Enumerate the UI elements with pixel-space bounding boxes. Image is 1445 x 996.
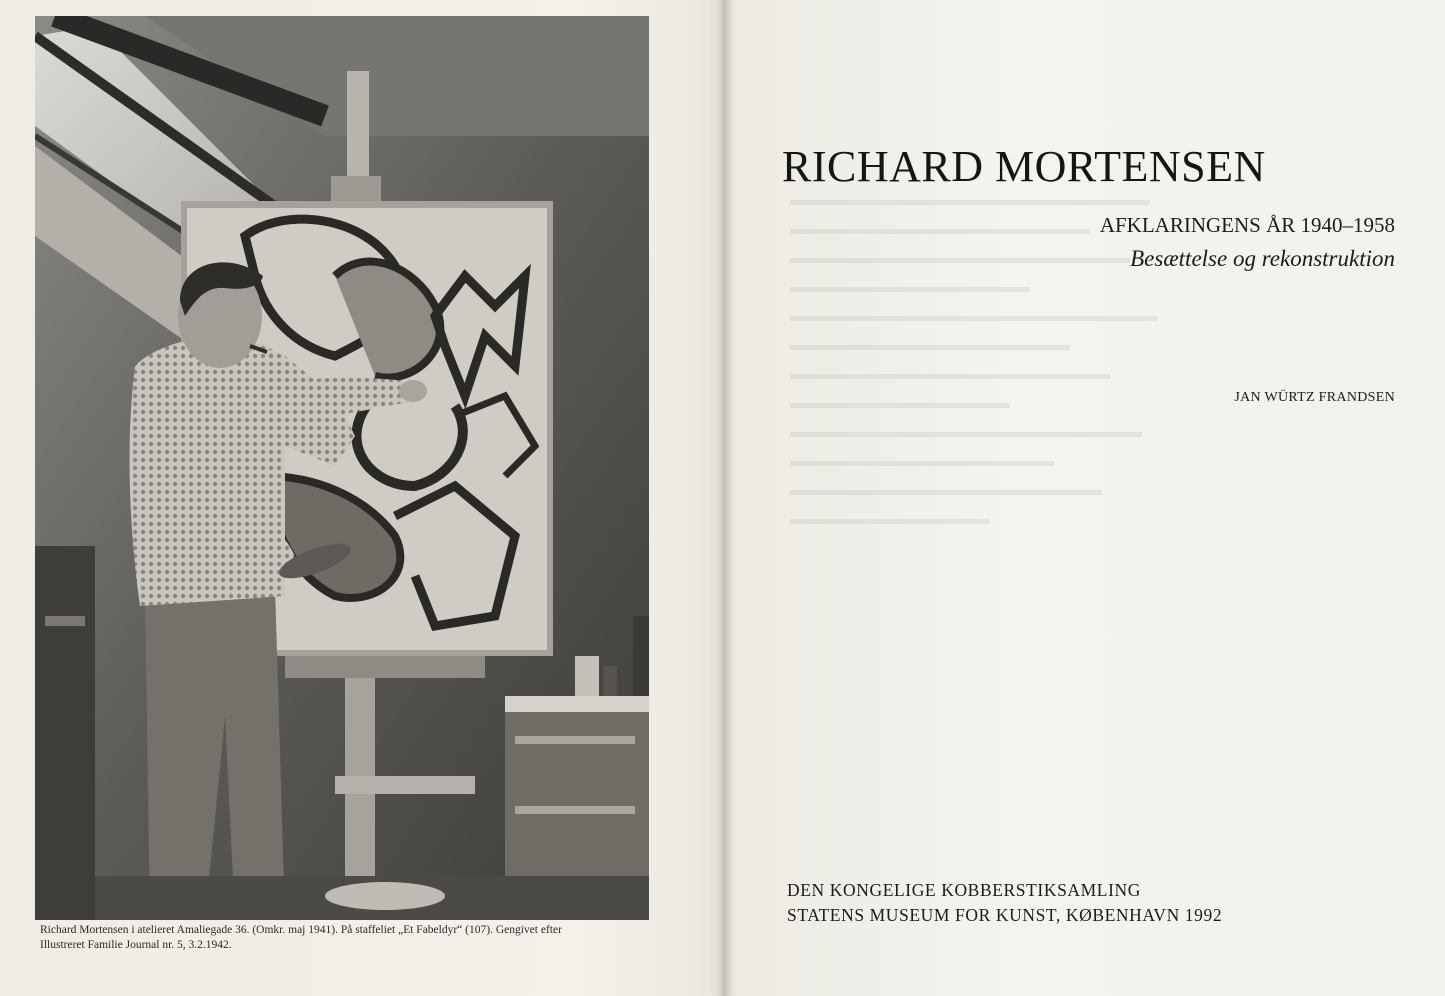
book-title: RICHARD MORTENSEN: [782, 142, 1266, 191]
book-gutter: [718, 0, 732, 996]
publisher-line-1: DEN KONGELIGE KOBBERSTIKSAMLING: [787, 880, 1141, 900]
bleed-through-text: [790, 200, 1190, 760]
painter-photograph: [35, 16, 649, 920]
caption-line-1: Richard Mortensen i atelieret Amaliegade 36. (Omkr. maj 1941). På staffeliet „Et Fabeldyr“ (107). Gengivet efter: [40, 924, 562, 936]
book-author: JAN WÜRTZ FRANDSEN: [1234, 390, 1395, 405]
photo-caption: [40, 923, 640, 953]
caption-line-2: Illustreret Familie Journal nr. 5, 3.2.1942.: [40, 939, 232, 951]
book-subtitle-italic: Besættelse og rekonstruktion: [1130, 246, 1395, 271]
publisher-block: [787, 878, 1222, 928]
book-subtitle: AFKLARINGENS ÅR 1940–1958: [1099, 213, 1395, 237]
publisher-line-2: STATENS MUSEUM FOR KUNST, KØBENHAVN 1992: [787, 905, 1223, 925]
